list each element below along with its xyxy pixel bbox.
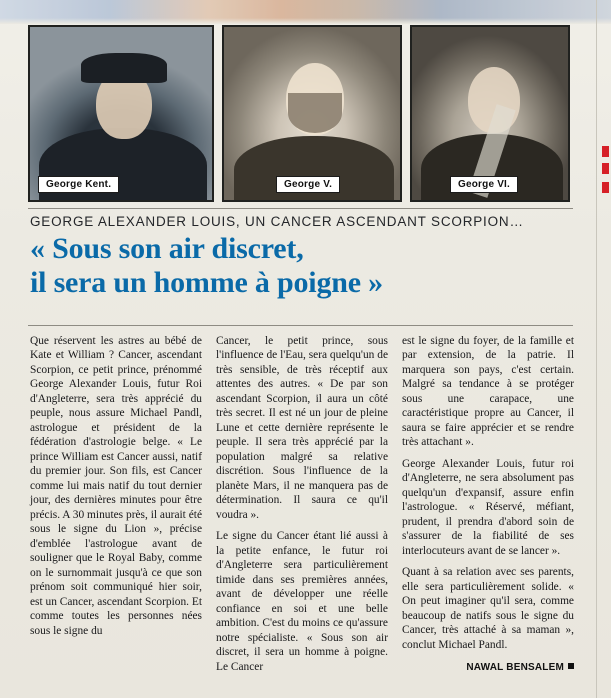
beard-shape	[288, 93, 342, 133]
article-column-2	[216, 334, 388, 684]
portrait-george-vi	[410, 25, 570, 202]
paragraph: George Alexander Louis, futur roi d'Angleterre, ne sera absolument pas quelqu'un d'expansif, assure enfin l'astrologue. « Réservé, méfiant, prudent, il prendra d'abord soin de s'assurer de la fiabilité de ses interlocuteurs avant de se lancer ».	[402, 457, 574, 557]
paragraph: Cancer, le petit prince, sous l'influence de l'Eau, sera quelqu'un de très sensible, de très réceptif aux attentes des autres. « De par son ascendant Scorpion, il aura un côté très secret. Il est né un jour de pleine Lune et cette dernière représente le peuple. Il sera très apprécié par la population malgré sa relative discrétion. Sous l'influence de la planète Mars, il ne manquera pas de détermination. Il saura ce qu'il voudra ».	[216, 335, 388, 521]
naval-cap-icon	[81, 53, 167, 83]
byline-text: NAWAL BENSALEM	[466, 662, 564, 674]
portrait-george-v	[222, 25, 402, 202]
photo-caption: George Kent.	[38, 176, 119, 193]
paragraph: Quant à sa relation avec ses parents, elle sera particulièrement solide. « On peut imaginer qu'il sera, comme beaucoup de natifs sous le signe du Cancer, très attaché à sa maman », conclut Michael Pandl.	[402, 566, 574, 651]
article-column-1	[30, 334, 202, 684]
edge-marker-2	[602, 163, 609, 174]
article-column-3	[402, 334, 574, 684]
portrait-george-kent	[28, 25, 214, 202]
divider-above-kicker	[28, 208, 573, 209]
headline-line-1: « Sous son air discret,	[30, 232, 304, 265]
paragraph: Que réservent les astres au bébé de Kate et William ? Cancer, ascendant Scorpion, ce petit prince, prénommé George Alexander Louis, futur Roi d'Angleterre, sera très apprécié du peuple, nous assure Michael Pandl, astrologue et président de la fédération d'astrologie belge. « Le prince William est Cancer aussi, natif du premier jour. Son fils, est Cancer comme lui mais natif du tout dernier jour, des dernières minutes pour être précis. A 30 minutes près, il aurait été sous le signe du Lion », précise d'emblée l'astrologue avant de souligner que le Royal Baby, comme on le surnommait jusqu'à ce que son prénom soit communiqué hier soir, est un Cancer, ascendant Scorpion. Et comme toutes les personnes nées sous le signe du	[30, 335, 202, 637]
photo-caption: George VI.	[450, 176, 518, 193]
photo-caption: George V.	[276, 176, 340, 193]
article-kicker: GEORGE ALEXANDER LOUIS, UN CANCER ASCENDANT SCORPION…	[30, 214, 524, 229]
article-byline	[402, 662, 574, 675]
top-photo-band	[0, 0, 611, 24]
article-body	[30, 334, 574, 684]
divider-below-headline	[28, 325, 573, 326]
article-headline	[30, 232, 582, 299]
edge-marker-1	[602, 146, 609, 157]
right-column-rule	[596, 0, 597, 698]
paragraph: est le signe du foyer, de la famille et par extension, de la patrie. Il marquera son pays, c'est certain. Malgré sa tendance à se protéger sous une carapace, une caractéristique propre au Cancer, il saura se faire apprécier et se rendre très attachant ».	[402, 335, 574, 449]
edge-marker-3	[602, 182, 609, 193]
headline-line-2: il sera un homme à poigne »	[30, 265, 383, 299]
end-of-article-square-icon	[568, 663, 574, 669]
paragraph: Le signe du Cancer étant lié aussi à la petite enfance, le futur roi d'Angleterre sera particulièrement timide dans ses premières années, avant de développer une réelle confiance en soi et une belle ambition. C'est du moins ce qu'assure notre spécialiste. « Sous son air discret, il sera un homme à poigne. Le Cancer	[216, 530, 388, 673]
portrait-gallery	[28, 25, 570, 202]
